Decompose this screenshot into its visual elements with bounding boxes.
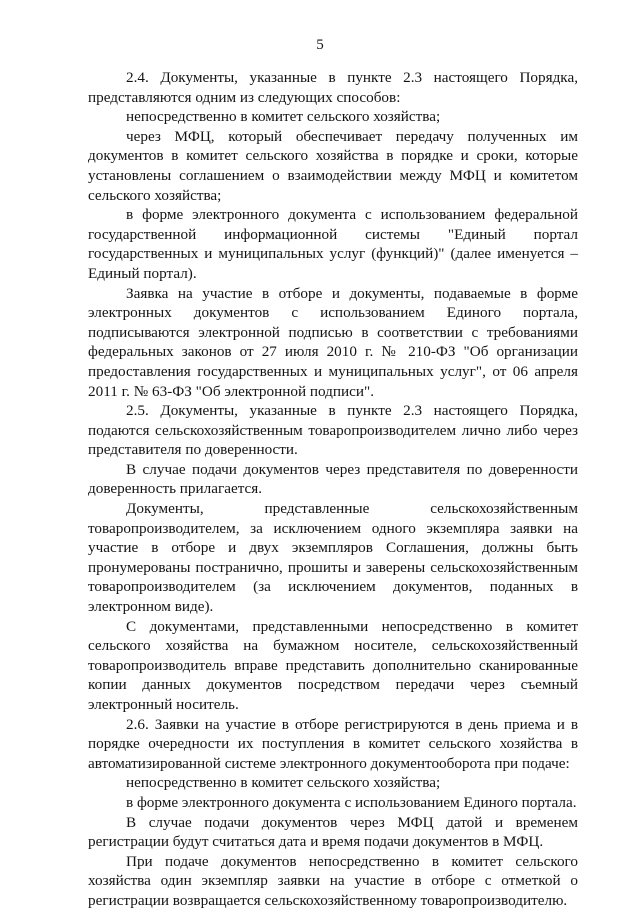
page-number: 5	[316, 37, 324, 53]
paragraph-submission-electronic: в форме электронного документа с использованием Единого портала.	[126, 793, 577, 811]
paragraph-scanned-copies: С документами, представленными непосредственно в комитет сельского хозяйства на бумажном носителе, сельскохозяйственный товаропроизводитель вправе представить дополнительно сканированные копии данных документов посредством передачи через съемный электронный носитель.	[88, 617, 578, 713]
paragraph-submission-direct: непосредственно в комитет сельского хозяйства;	[126, 774, 441, 792]
paragraph-power-of-attorney: В случае подачи документов через представителя по доверенности доверенность прилагается.	[88, 460, 578, 498]
paragraph-method-electronic: в форме электронного документа с использованием федеральной государственной информационной системы "Единый портал государственных и муниципальных услуг (функций)" (далее именуется – Единый портал).	[88, 206, 578, 282]
paragraph-method-mfc: через МФЦ, который обеспечивает передачу полученных им документов в комитет сельского хозяйства в порядке и сроки, которые установлены соглашением о взаимодействии между МФЦ и комитетом сельского хозяйства;	[88, 127, 578, 204]
document-body	[88, 68, 578, 911]
paragraph-documents-numbered: Документы, представленные сельскохозяйственным товаропроизводителем, за исключением одного экземпляра заявки на участие в отборе и двух экземпляров Соглашения, должны быть пронумерованы постранично, прошиты и заверены сельскохозяйственным товаропроизводителем (за исключением документов, поданных в электронном виде).	[88, 500, 578, 616]
paragraph-registration-return: При подаче документов непосредственно в комитет сельского хозяйства один экземпляр заявки на участие в отборе с отметкой о регистрации возвращается сельскохозяйственному товаропроизводителю.	[88, 852, 578, 909]
paragraph-mfc-registration: В случае подачи документов через МФЦ датой и временем регистрации будут считаться дата и время подачи документов в МФЦ.	[88, 813, 578, 851]
paragraph-2-6: 2.6. Заявки на участие в отборе регистрируются в день приема и в порядке очередности их поступления в комитет сельского хозяйства в автоматизированной системе электронного документооборота при подаче:	[88, 715, 578, 772]
paragraph-2-5: 2.5. Документы, указанные в пункте 2.3 настоящего Порядка, подаются сельскохозяйственным товаропроизводителем лично либо через представителя по доверенности.	[88, 402, 578, 459]
paragraph-method-direct: непосредственно в комитет сельского хозяйства;	[126, 108, 441, 126]
paragraph-electronic-signature: Заявка на участие в отборе и документы, подаваемые в форме электронных документов с использованием Единого портала, подписываются электронной подписью в соответствии с требованиями федеральных законов от 27 июля 2010 г. № 210-ФЗ "Об организации предоставления государственных и муниципальных услуг", от 06 апреля 2011 г. № 63-ФЗ "Об электронной подписи".	[88, 284, 578, 400]
paragraph-2-4: 2.4. Документы, указанные в пункте 2.3 настоящего Порядка, представляются одним из следующих способов:	[88, 69, 578, 106]
